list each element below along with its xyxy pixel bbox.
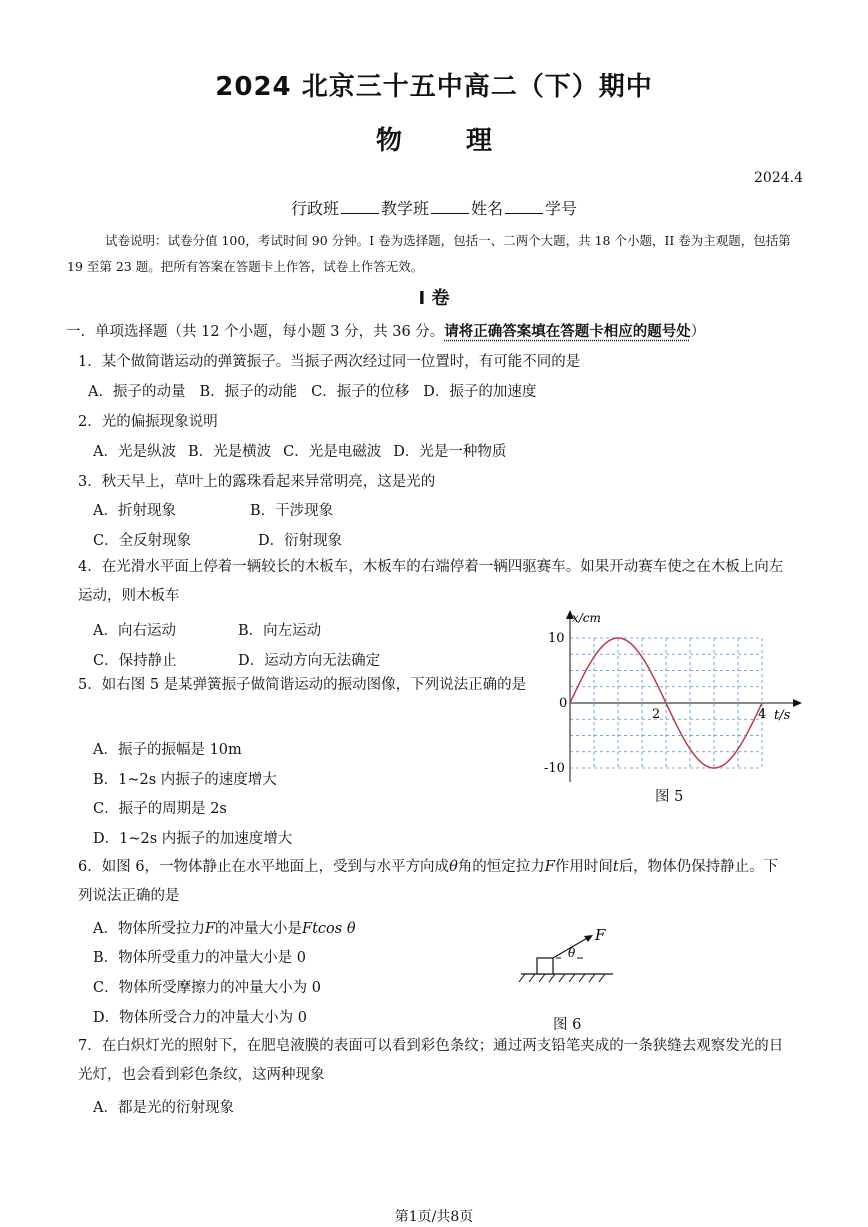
fig5-y-label: x/cm — [572, 611, 601, 625]
blank-teaching-class[interactable] — [431, 199, 469, 214]
q1-option-d: D．振子的加速度 — [423, 384, 537, 400]
field-teaching-class: 教学班 — [380, 199, 429, 218]
blank-admin-class[interactable] — [341, 199, 379, 214]
q6-option-a-force: F — [204, 921, 216, 937]
figure-6-force-diagram — [515, 922, 625, 992]
q6-stem-part-c: 作用时间 — [554, 859, 613, 875]
q6-stem-part-d: 后，物体仍保持静止。下列说法正确的是 — [78, 859, 779, 904]
q2-stem: 2．光的偏振现象说明 — [78, 414, 218, 430]
q1-option-b: B．振子的动能 — [199, 384, 298, 400]
q2-option-a: A．光是纵波 — [93, 444, 176, 460]
subject-char-1: 物 — [375, 126, 402, 156]
subject-title — [0, 120, 868, 157]
fig5-x-label: t/s — [774, 708, 791, 723]
fig5-tick-x-4: 4 — [758, 707, 767, 722]
q5-stem: 5．如右图 5 是某弹簧振子做简谐运动的振动图像，下列说法正确的是 — [78, 677, 527, 693]
q6-theta: θ — [449, 859, 458, 875]
subject-char-2: 理 — [466, 126, 493, 156]
q4-option-a: A．向右运动 — [93, 623, 176, 639]
q6-option-a-text-1: A．物体所受拉力 — [93, 921, 205, 937]
field-student-id: 学号 — [545, 199, 578, 218]
q6-option-a-formula: Ftcos θ — [302, 921, 356, 937]
q6-force: F — [544, 859, 555, 875]
field-admin-class: 行政班 — [290, 199, 339, 218]
q5-option-b: B．1~2s 内振子的速度增大 — [93, 772, 277, 788]
q4-stem: 4．在光滑水平面上停着一辆较长的木板车，木板车的右端停着一辆四驱赛车。如果开动赛车使之在木板上向左运动，则木板车 — [78, 559, 784, 604]
q6-option-d: D．物体所受合力的冲量大小为 0 — [93, 1010, 307, 1026]
q5-option-a: A．振子的振幅是 10m — [93, 742, 242, 758]
q1-stem: 1．某个做简谐运动的弹簧振子。当振子两次经过同一位置时，有可能不同的是 — [78, 354, 581, 370]
q1-option-a: A．振子的动量 — [88, 384, 186, 400]
q2-option-d: D．光是一种物质 — [393, 444, 507, 460]
fig5-x-arrow — [793, 699, 802, 707]
fig6-force-label: F — [595, 926, 606, 944]
field-name: 姓名 — [471, 199, 504, 218]
q2-options — [93, 440, 506, 461]
q6-stem — [78, 853, 790, 911]
student-info-fields — [0, 196, 868, 219]
q6-stem-part-a: 6．如图 6，一物体静止在水平地面上，受到与水平方向成 — [78, 859, 450, 875]
q3-stem: 3．秋天早上，草叶上的露珠看起来异常明亮，这是光的 — [78, 474, 436, 490]
fig6-block — [537, 958, 553, 974]
fig6-caption: 图 6 — [553, 1017, 582, 1033]
figure-5-vibration-graph — [530, 606, 810, 806]
q6-stem-part-b: 角的恒定拉力 — [457, 859, 545, 875]
q4-option-c: C．保持静止 — [93, 653, 177, 669]
q6-option-a-text-2: 的冲量大小是 — [215, 921, 303, 937]
q4-option-b: B．向左运动 — [238, 623, 322, 639]
q1-option-c: C．振子的位移 — [311, 384, 410, 400]
fig5-tick-x-2: 2 — [652, 707, 661, 722]
exam-date: 2024.4 — [754, 170, 803, 186]
exam-instructions: 试卷说明：试卷分值 100，考试时间 90 分钟。I 卷为选择题，包括一、二两个大题，共 18 个小题，II 卷为主观题，包括第 19 至第 23 题。把所有答案在答题卡上作答，试卷上作答无效。 — [67, 233, 791, 274]
fig6-angle-label: θ — [568, 946, 576, 960]
part1-emphasis: 请将正确答案填在答题卡相应的题号处 — [444, 324, 691, 340]
blank-name[interactable] — [505, 199, 543, 214]
part1-heading-text: 一．单项选择题（共 12 个小题，每小题 3 分，共 36 分。 — [66, 324, 445, 340]
q3-option-b: B．干涉现象 — [250, 503, 334, 519]
q6-option-b: B．物体所受重力的冲量大小是 0 — [93, 950, 306, 966]
q3-option-c: C．全反射现象 — [93, 533, 192, 549]
fig5-tick-y-10: 10 — [548, 631, 565, 646]
q5-option-c: C．振子的周期是 2s — [93, 801, 227, 817]
q1-options — [88, 380, 536, 401]
q7-option-a: A．都是光的衍射现象 — [93, 1100, 234, 1116]
q4-option-d: D．运动方向无法确定 — [238, 653, 381, 669]
q2-option-b: B．光是横波 — [187, 444, 272, 460]
section-heading: I 卷 — [418, 288, 450, 309]
q5-option-d: D．1~2s 内振子的加速度增大 — [93, 831, 293, 847]
part1-heading — [66, 320, 705, 341]
q3-option-d: D．衍射现象 — [258, 533, 343, 549]
q6-option-a — [93, 917, 356, 938]
part1-close: ） — [690, 324, 706, 340]
q7-stem: 7．在白炽灯光的照射下，在肥皂液膜的表面可以看到彩色条纹；通过两支铅笔夹成的一条狭缝去观察发光的日光灯，也会看到彩色条纹，这两种现象 — [78, 1038, 784, 1083]
q3-option-a: A．折射现象 — [93, 503, 176, 519]
fig5-tick-y-neg10: -10 — [544, 761, 565, 776]
fig5-caption: 图 5 — [655, 789, 684, 805]
q6-time: t — [612, 859, 619, 875]
q2-option-c: C．光是电磁波 — [283, 444, 382, 460]
page-footer: 第1页/共8页 — [394, 1209, 474, 1225]
fig6-ground-hatch — [519, 974, 605, 982]
fig5-tick-y-0: 0 — [559, 696, 568, 711]
q6-option-c: C．物体所受摩擦力的冲量大小为 0 — [93, 980, 321, 996]
paper-title: 2024 北京三十五中高二（下）期中 — [215, 72, 653, 102]
